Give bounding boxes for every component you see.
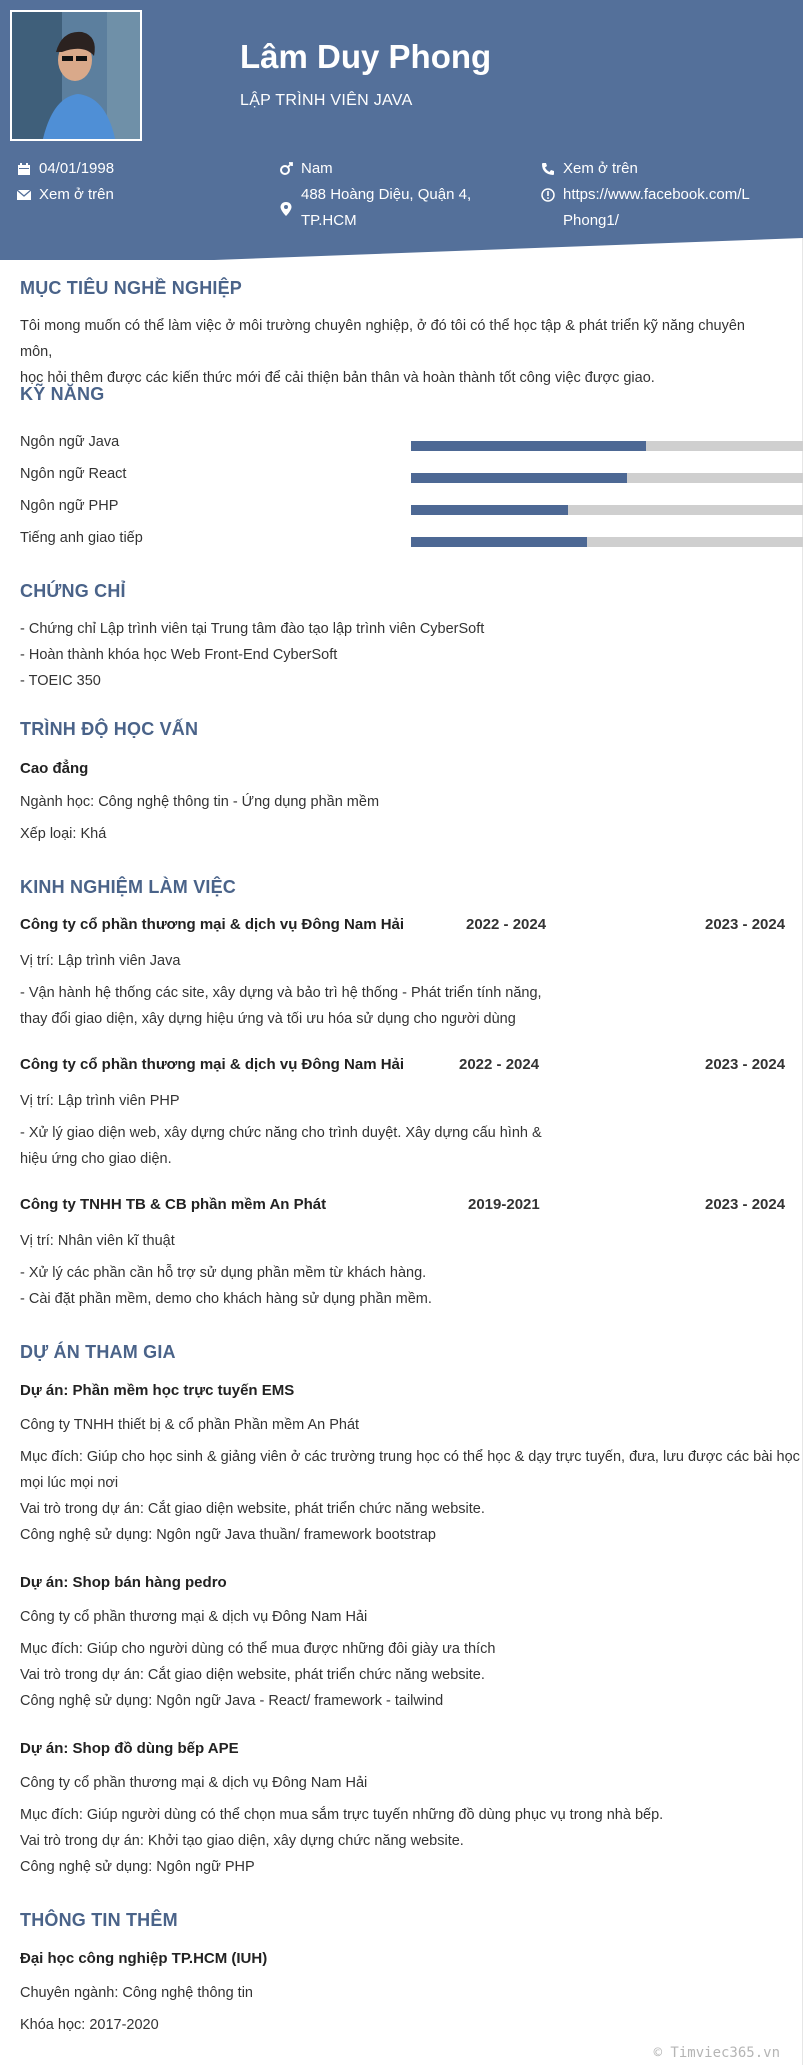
job-description: - Xử lý các phần cần hỗ trợ sử dụng phần mềm từ khách hàng. <box>20 1265 427 1281</box>
candidate-role: LẬP TRÌNH VIÊN JAVA <box>240 92 413 109</box>
skill-bar-fill <box>411 537 587 547</box>
job-description: - Vận hành hệ thống các site, xây dựng và bảo trì hệ thống - Phát triển tính năng, <box>20 985 542 1001</box>
certificate-item: - Chứng chỉ Lập trình viên tại Trung tâm đào tạo lập trình viên CyberSoft <box>20 621 485 637</box>
skill-bar-track <box>411 505 803 515</box>
skill-bar-fill <box>411 473 627 483</box>
job-position: Vị trí: Lập trình viên PHP <box>20 1093 180 1109</box>
gender-icon <box>279 162 293 176</box>
candidate-name: Lâm Duy Phong <box>240 38 492 75</box>
website-line-1[interactable]: https://www.facebook.com/L <box>563 186 750 203</box>
website-line-2[interactable]: Phong1/ <box>563 212 619 229</box>
project-role: Vai trò trong dự án: Cắt giao diện website, phát triển chức năng website. <box>20 1501 485 1517</box>
project-tech: Công nghệ sử dụng: Ngôn ngữ Java - React/ framework - tailwind <box>20 1693 444 1709</box>
certificate-item: - TOEIC 350 <box>20 673 101 689</box>
job-description: hiệu ứng cho giao diện. <box>20 1151 172 1167</box>
education-rank: Xếp loại: Khá <box>20 826 107 842</box>
extra-major: Chuyên ngành: Công nghệ thông tin <box>20 1985 253 2001</box>
extra-info-title: THÔNG TIN THÊM <box>20 1910 178 1930</box>
projects-title: DỰ ÁN THAM GIA <box>20 1342 176 1362</box>
project-purpose: Mục đích: Giúp cho học sinh & giảng viên ở các trường trung học có thể học & dạy trực tuyến, đưa, lưu được các bài học <box>20 1449 800 1465</box>
info-email <box>39 182 114 208</box>
experience-title: KINH NGHIỆM LÀM VIỆC <box>20 877 237 897</box>
certificates-title: CHỨNG CHỈ <box>20 581 126 601</box>
skill-label: Ngôn ngữ PHP <box>20 498 119 514</box>
project-tech: Công nghệ sử dụng: Ngôn ngữ PHP <box>20 1859 255 1875</box>
project-company: Công ty cổ phần thương mại & dịch vụ Đông Nam Hải <box>20 1609 368 1625</box>
education-title: TRÌNH ĐỘ HỌC VẤN <box>20 719 199 739</box>
project-name: Dự án: Phần mềm học trực tuyến EMS <box>20 1382 295 1399</box>
watermark: © Timviec365.vn <box>653 2045 780 2061</box>
project-company: Công ty cổ phần thương mại & dịch vụ Đông Nam Hải <box>20 1775 368 1791</box>
project-name: Dự án: Shop đồ dùng bếp APE <box>20 1740 239 1757</box>
skill-label: Ngôn ngữ React <box>20 466 127 482</box>
objective-text <box>20 313 780 391</box>
project-role: Vai trò trong dự án: Khởi tạo giao diện, xây dựng chức năng website. <box>20 1833 464 1849</box>
extra-years: Khóa học: 2017-2020 <box>20 2017 159 2033</box>
project-tech: Công nghệ sử dụng: Ngôn ngữ Java thuần/ framework bootstrap <box>20 1527 436 1543</box>
job-period-right: 2023 - 2024 <box>705 1196 786 1213</box>
skill-label: Ngôn ngữ Java <box>20 434 120 450</box>
skill-bar-track <box>411 473 803 483</box>
job-period: 2019-2021 <box>468 1196 540 1213</box>
skill-bar-fill <box>411 505 568 515</box>
job-description: thay đổi giao diện, xây dựng hiệu ứng và tối ưu hóa sử dụng cho người dùng <box>20 1011 516 1027</box>
calendar-icon <box>17 162 31 176</box>
avatar-photo <box>12 12 142 141</box>
project-purpose: Mục đích: Giúp cho người dùng có thể mua được những đôi giày ưa thích <box>20 1641 496 1657</box>
envelope-icon <box>17 188 31 202</box>
email-value: Xem ở trên <box>39 186 114 203</box>
skill-label: Tiếng anh giao tiếp <box>20 530 143 546</box>
skill-bar-fill <box>411 441 646 451</box>
objective-line-2: học hỏi thêm được các kiến thức mới để cải thiện bản thân và hoàn thành tốt công việc được giao. <box>20 370 655 386</box>
info-birthday <box>39 156 114 182</box>
project-purpose: mọi lúc mọi nơi <box>20 1475 119 1491</box>
job-description: - Xử lý giao diện web, xây dựng chức năng cho trình duyệt. Xây dựng cấu hình & <box>20 1125 542 1141</box>
job-description: - Cài đặt phần mềm, demo cho khách hàng sử dụng phần mềm. <box>20 1291 432 1307</box>
address-line-1: 488 Hoàng Diệu, Quận 4, <box>301 186 472 203</box>
job-company: Công ty TNHH TB & CB phần mềm An Phát <box>20 1196 327 1213</box>
skills-title: KỸ NĂNG <box>20 384 105 404</box>
job-company: Công ty cổ phần thương mại & dịch vụ Đông Nam Hải <box>20 916 405 933</box>
project-name: Dự án: Shop bán hàng pedro <box>20 1574 227 1591</box>
skill-bar-track <box>411 537 803 547</box>
project-role: Vai trò trong dự án: Cắt giao diện website, phát triển chức năng website. <box>20 1667 485 1683</box>
job-period-right: 2023 - 2024 <box>705 1056 786 1073</box>
objective-title: MỤC TIÊU NGHỀ NGHIỆP <box>20 278 243 298</box>
info-phone <box>563 156 638 182</box>
job-period: 2022 - 2024 <box>466 916 547 933</box>
avatar <box>10 10 142 141</box>
phone-icon <box>541 162 555 176</box>
job-period: 2022 - 2024 <box>459 1056 540 1073</box>
project-purpose: Mục đích: Giúp người dùng có thể chọn mua sắm trực tuyến những đồ dùng phục vụ trong nhà bếp. <box>20 1807 664 1823</box>
education-major: Ngành học: Công nghệ thông tin - Ứng dụng phần mềm <box>20 794 380 810</box>
info-website <box>563 182 750 234</box>
job-company: Công ty cổ phần thương mại & dịch vụ Đông Nam Hải <box>20 1056 405 1073</box>
project-company: Công ty TNHH thiết bị & cổ phần Phần mềm An Phát <box>20 1417 360 1433</box>
job-period-right: 2023 - 2024 <box>705 916 786 933</box>
phone-value: Xem ở trên <box>563 160 638 177</box>
info-address <box>301 182 471 234</box>
gender-value: Nam <box>301 160 333 177</box>
skill-bar-track <box>411 441 803 451</box>
address-line-2: TP.HCM <box>301 212 357 229</box>
location-pin-icon <box>279 202 293 216</box>
birthday-value: 04/01/1998 <box>39 160 115 177</box>
education-degree: Cao đẳng <box>20 760 89 777</box>
info-circle-icon <box>541 188 555 202</box>
job-position: Vị trí: Lập trình viên Java <box>20 953 181 969</box>
extra-school: Đại học công nghiệp TP.HCM (IUH) <box>20 1950 268 1967</box>
job-position: Vị trí: Nhân viên kĩ thuật <box>20 1233 175 1249</box>
info-gender <box>301 156 333 182</box>
objective-line-1: Tôi mong muốn có thể làm việc ở môi trường chuyên nghiệp, ở đó tôi có thể học tập & phát triển kỹ năng chuyên môn, <box>20 318 745 360</box>
certificate-item: - Hoàn thành khóa học Web Front-End CyberSoft <box>20 647 338 663</box>
